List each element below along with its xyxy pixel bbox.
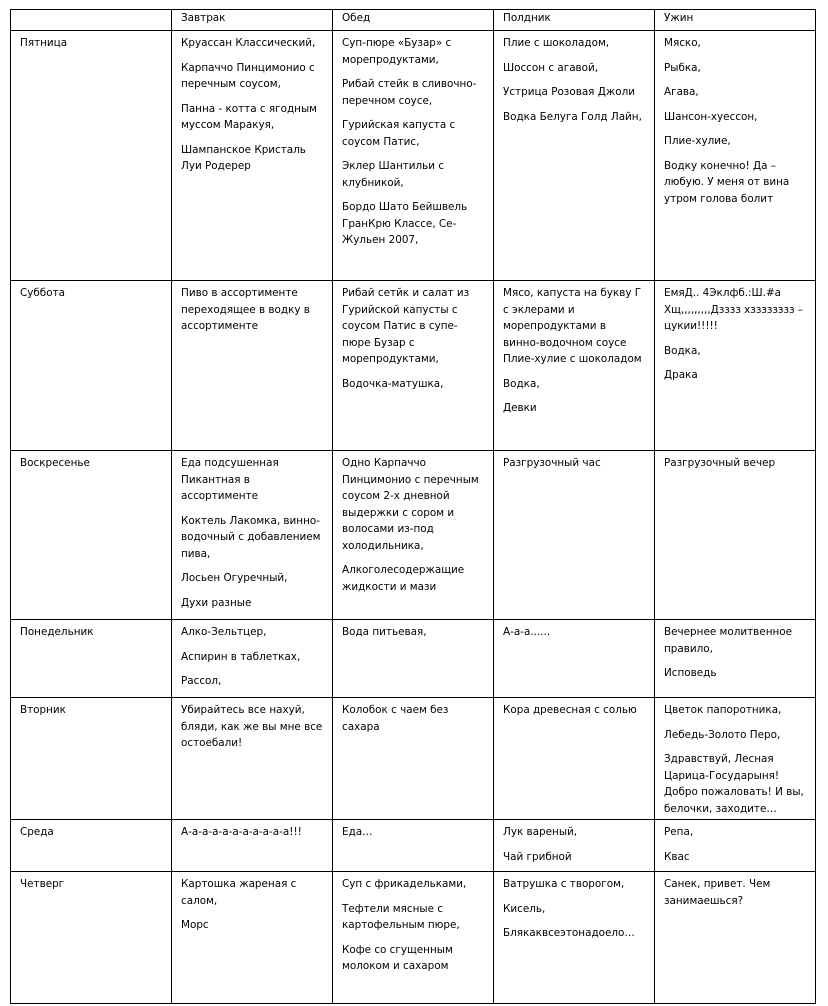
day-row [11,281,816,451]
meal-cell-snack [494,451,655,620]
meal-cell-breakfast [172,820,333,872]
menu-item: Алкоголесодержащие жидкости и мази [342,564,465,593]
meal-cell-snack [494,820,655,872]
meal-cell-dinner [655,451,816,620]
menu-item: Мясо, капуста на букву Г с эклерами и морепродуктами в винно-водочном соусе Плие-хулие с шоколадом [503,287,642,365]
day-cell: Четверг [11,872,172,1004]
meal-cell-lunch [333,281,494,451]
meal-cell-dinner [655,31,816,281]
day-cell: Среда [11,820,172,872]
menu-item: Рыбка, [664,61,701,74]
menu-item: Шампанское Кристаль Луи Родерер [181,143,306,172]
menu-item: Шансон-хуессон, [664,110,758,123]
meal-cell-breakfast [172,620,333,698]
meal-cell-snack [494,620,655,698]
header-cell-snack: Полдник [494,10,655,31]
menu-item: Санек, привет. Чем занимаешься? [664,878,771,907]
menu-item: Плие с шоколадом, [503,37,610,49]
menu-item: Вода питьевая, [342,626,427,638]
menu-item: Кофе со сгущенным молоком и сахаром [342,943,453,972]
menu-item: Рибай стейк в сливочно-перечном соусе, [342,78,477,107]
meal-cell-lunch [333,698,494,820]
menu-item: Одно Карпаччо Пинцимонио с перечным соусом 2-х дневной выдержки с сором и волосами из-под холодильника, [342,457,479,552]
menu-item: Суп с фрикадельками, [342,878,467,890]
menu-item: Морс [181,919,209,931]
menu-item: Мяско, [664,37,701,49]
menu-item: Духи разные [181,596,252,609]
day-row [11,820,816,872]
menu-item: Цветок папоротника, [664,704,782,716]
menu-item: А-а-а...... [503,626,551,638]
meal-cell-breakfast [172,281,333,451]
meal-cell-lunch [333,620,494,698]
meal-cell-lunch [333,451,494,620]
menu-item: Репа, [664,826,694,838]
day-cell: Вторник [11,698,172,820]
day-row [11,451,816,620]
menu-item: Бордо Шато Бейшвель ГранКрю Классе, Се-Жульен 2007, [342,201,468,246]
day-cell: Суббота [11,281,172,451]
menu-item: Водка, [503,377,540,390]
menu-item: Разгрузочный вечер [664,457,776,469]
meal-cell-snack [494,872,655,1004]
day-row [11,698,816,820]
menu-item: Лосьен Огуречный, [181,572,288,584]
menu-item: Девки [503,402,537,414]
menu-item: Лебедь-Золото Перо, [664,728,781,741]
menu-item: Рассол, [181,675,222,687]
menu-item: Блякаквсеэтонадоело… [503,927,635,939]
menu-item: Исповедь [664,667,717,679]
menu-item: Квас [664,850,690,863]
meal-cell-dinner [655,820,816,872]
meal-cell-snack [494,698,655,820]
meal-cell-breakfast [172,698,333,820]
menu-item: Гурийская капуста с соусом Патис, [342,119,456,148]
menu-item: Водка Белуга Голд Лайн, [503,110,642,123]
menu-item: Карпаччо Пинцимонио с перечным соусом, [181,61,315,90]
menu-item: Устрица Розовая Джоли [503,86,635,98]
menu-item: Еда… [342,826,373,838]
day-cell: Понедельник [11,620,172,698]
meal-cell-lunch [333,820,494,872]
meal-cell-lunch [333,872,494,1004]
day-cell: Воскресенье [11,451,172,620]
menu-item: Панна - котта с ягодным муссом Маракуя, [181,102,318,131]
meal-cell-dinner [655,620,816,698]
menu-item: Драка [664,369,698,381]
menu-item: Агава, [664,86,699,98]
menu-item: Кисель, [503,902,546,915]
day-row [11,872,816,1004]
day-cell: Пятница [11,31,172,281]
meal-cell-breakfast [172,451,333,620]
menu-item: Суп-пюре «Бузар» с морепродуктами, [342,37,452,66]
menu-item: Пиво в ассортименте переходящее в водку в ассортименте [181,287,310,332]
header-cell-breakfast: Завтрак [172,10,333,31]
menu-item: ЕмяД.. 4Эклфб.:Ш.#а Хщ,,,,,,,,,Дзззз хзззззззз – цукии!!!!! [664,287,804,332]
menu-item: Вечернее молитвенное правило, [664,626,793,655]
menu-item: Круассан Классический, [181,37,316,49]
header-cell-dinner: Ужин [655,10,816,31]
menu-table [10,9,816,1004]
menu-item: Лук вареный, [503,826,578,838]
meal-cell-lunch [333,31,494,281]
meal-cell-breakfast [172,872,333,1004]
header-cell-empty [11,10,172,31]
menu-item: Картошка жареная с салом, [181,878,297,907]
menu-item: Эклер Шантильи с клубникой, [342,160,445,189]
menu-item: Колобок с чаем без сахара [342,704,449,733]
menu-item: Аспирин в таблетках, [181,650,301,663]
menu-item: Тефтели мясные с картофельным пюре, [342,902,460,931]
menu-item: Убирайтесь все нахуй, бляди, как же вы мне все остоебали! [181,704,323,749]
meal-cell-breakfast [172,31,333,281]
meal-cell-dinner [655,872,816,1004]
menu-item: Водочка-матушка, [342,377,444,390]
menu-item: Плие-хулие, [664,135,731,147]
menu-item: Водку конечно! Да – любую. У меня от вина утром голова болит [664,159,790,205]
meal-cell-dinner [655,281,816,451]
menu-item: Ватрушка с творогом, [503,878,625,890]
menu-item: Кора древесная с солью [503,704,637,716]
menu-item: Еда подсушенная Пикантная в ассортименте [181,457,279,502]
header-cell-lunch: Обед [333,10,494,31]
meal-cell-snack [494,31,655,281]
menu-item: Здравствуй, Лесная Царица-Государыня! Добро пожаловать! И вы, белочки, заходите… [664,753,804,815]
meal-cell-snack [494,281,655,451]
menu-item: Чай грибной [503,850,572,863]
menu-item: А-а-а-а-а-а-а-а-а-а-а!!! [181,826,302,838]
menu-item: Коктель Лакомка, винно-водочный с добавлением пива, [181,514,321,560]
header-row [11,10,816,31]
menu-item: Рибай сетйк и салат из Гурийской капусты с соусом Патис в супе-пюре Бузар с морепродуктами, [342,287,470,365]
day-row [11,620,816,698]
menu-item: Водка, [664,344,701,357]
menu-item: Разгрузочный час [503,457,601,469]
menu-table-body [11,10,816,1004]
meal-cell-dinner [655,698,816,820]
day-row [11,31,816,281]
menu-item: Алко-Зельтцер, [181,626,267,638]
menu-item: Шоссон с агавой, [503,61,599,74]
